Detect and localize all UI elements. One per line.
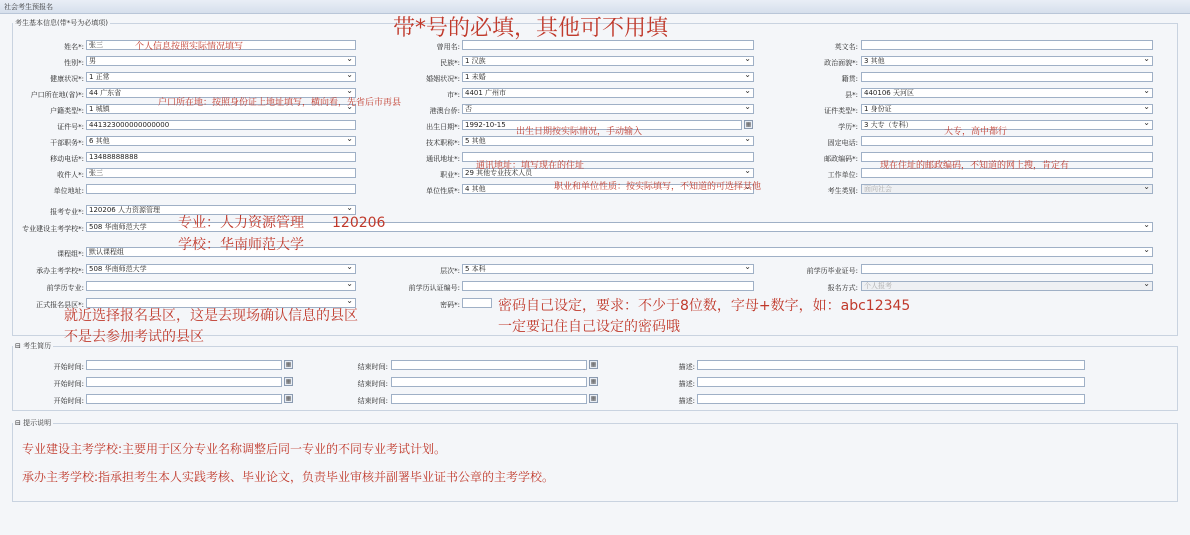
marital-label: 婚姻状况*:: [426, 75, 460, 83]
tips-group: [12, 418, 1178, 502]
id-type-select[interactable]: 1 身份证 ⌄: [861, 104, 1153, 114]
unit-address-label: 单位地址:: [53, 187, 84, 195]
annotation-personal: 个人信息按照实际情况填写: [135, 42, 244, 52]
calendar-icon[interactable]: ▦: [285, 378, 292, 385]
hukou-type-label: 户籍类型*:: [50, 107, 84, 115]
resume-start-label: 开始时间:: [53, 363, 84, 371]
resume-desc-label: 描述:: [678, 363, 695, 371]
collapse-icon[interactable]: ⊟: [15, 419, 21, 427]
resume-desc-input[interactable]: [697, 377, 1085, 387]
birth-calendar-icon[interactable]: ▦: [745, 121, 752, 128]
resume-start-input[interactable]: [86, 360, 282, 370]
major-school-label: 专业建设主考学校*:: [22, 225, 84, 233]
apply-method-select: 个人报考 ⌄: [861, 281, 1153, 291]
gender-label: 性别*:: [64, 59, 84, 67]
birth-input[interactable]: 1992-10-15: [462, 120, 742, 130]
receiver-label: 收件人*:: [57, 171, 84, 179]
resume-legend[interactable]: ⊟ 考生简历: [15, 342, 52, 350]
hukou-type-select[interactable]: 1 城镇 ⌄: [86, 104, 356, 114]
marital-select[interactable]: 1 未婚 ⌄: [462, 72, 754, 82]
politics-select[interactable]: 3 其他 ⌄: [861, 56, 1153, 66]
prev-recog-input[interactable]: [462, 281, 754, 291]
prev-cert-input[interactable]: [861, 264, 1153, 274]
collapse-icon[interactable]: ⊟: [15, 342, 21, 350]
id-no-input[interactable]: 441323000000000000: [86, 120, 356, 130]
annotation-postcode: 现在住址的邮政编码，不知道的网上搜，肯定有: [880, 161, 1070, 171]
exam-type-select: 面向社会 ⌄: [861, 184, 1153, 194]
english-name-input[interactable]: [861, 40, 1153, 50]
level-select[interactable]: 5 本科 ⌄: [462, 264, 754, 274]
gender-select[interactable]: 男 ⌄: [86, 56, 356, 66]
unit-nature-label: 单位性质*:: [426, 187, 460, 195]
tips-legend[interactable]: ⊟ 提示说明: [15, 419, 52, 427]
resume-end-label: 结束时间:: [357, 363, 388, 371]
host-school-select[interactable]: 508 华南师范大学 ⌄: [86, 264, 356, 274]
resume-desc-input[interactable]: [697, 360, 1085, 370]
address-label: 通讯地址*:: [426, 155, 460, 163]
unit-address-input[interactable]: [86, 184, 356, 194]
education-select[interactable]: 3 大专（专科） ⌄: [861, 120, 1153, 130]
postcode-label: 邮政编码*:: [824, 155, 858, 163]
calendar-icon[interactable]: ▦: [590, 361, 597, 368]
password-label: 密码*:: [440, 301, 460, 309]
phone-input[interactable]: [861, 136, 1153, 146]
annotation-major: 专业：人力资源管理 120206: [178, 215, 386, 231]
tech-title-label: 技术职称*:: [426, 139, 460, 147]
resume-start-label: 开始时间:: [53, 380, 84, 388]
course-label: 课程组*:: [57, 250, 84, 258]
id-type-label: 证件类型*:: [824, 107, 858, 115]
phone-label: 固定电话:: [827, 139, 858, 147]
birth-label: 出生日期*:: [426, 123, 460, 131]
name-label: 姓名*:: [64, 43, 84, 51]
health-select[interactable]: 1 正常 ⌄: [86, 72, 356, 82]
tip-major-school: 专业建设主考学校:主要用于区分专业名称调整后同一专业的不同专业考试计划。: [22, 442, 447, 456]
prev-cert-label: 前学历毕业证号:: [806, 267, 858, 275]
major-school-select[interactable]: 508 华南师范大学 ⌄: [86, 222, 1153, 232]
calendar-icon[interactable]: ▦: [285, 395, 292, 402]
mobile-input[interactable]: 13488888888: [86, 152, 356, 162]
tip-host-school: 承办主考学校:指承担考生本人实践考核、毕业论文，负责毕业审核并副署毕业证书公章的主考学校。: [22, 470, 555, 484]
calendar-icon[interactable]: ▦: [285, 361, 292, 368]
resume-desc-label: 描述:: [678, 380, 695, 388]
county-label: 县*:: [845, 91, 858, 99]
apply-county-label: 正式报名县区*:: [36, 301, 84, 309]
prev-major-label: 前学历专业:: [46, 284, 84, 292]
id-no-label: 证件号*:: [57, 123, 84, 131]
resume-start-input[interactable]: [86, 377, 282, 387]
occupation-label: 职业*:: [440, 171, 460, 179]
annotation-birth: 出生日期按实际情况，手动输入: [516, 127, 643, 137]
used-name-label: 曾用名:: [436, 43, 460, 51]
prev-recog-label: 前学历认证编号:: [408, 284, 460, 292]
level-label: 层次*:: [440, 267, 460, 275]
annotation-county-2: 不是去参加考试的县区: [64, 329, 204, 345]
city-label: 市*:: [447, 91, 460, 99]
major-label: 报考专业*:: [50, 208, 84, 216]
resume-start-input[interactable]: [86, 394, 282, 404]
work-unit-label: 工作单位:: [827, 171, 858, 179]
mobile-label: 移动电话*:: [50, 155, 84, 163]
city-select[interactable]: 4401 广州市 ⌄: [462, 88, 754, 98]
cadre-select[interactable]: 6 其他 ⌄: [86, 136, 356, 146]
unit-nature-select[interactable]: 4 其他 ⌄: [462, 184, 754, 194]
resume-end-label: 结束时间:: [357, 380, 388, 388]
calendar-icon[interactable]: ▦: [590, 395, 597, 402]
annotation-hukou: 户口所在地：按照身份证上地址填写，横向看，先省后市再县: [158, 98, 402, 108]
receiver-input[interactable]: 张三: [86, 168, 356, 178]
ethnicity-select[interactable]: 1 汉族 ⌄: [462, 56, 754, 66]
course-select[interactable]: 默认课程组 ⌄: [86, 247, 1153, 257]
prev-major-select[interactable]: [86, 281, 356, 291]
calendar-icon[interactable]: ▦: [590, 378, 597, 385]
ethnicity-label: 民族*:: [440, 59, 460, 67]
english-name-label: 英文名:: [834, 43, 858, 51]
origin-label: 籍贯:: [841, 75, 858, 83]
tech-title-select[interactable]: 5 其他 ⌄: [462, 136, 754, 146]
annotation-school: 学校：华南师范大学: [178, 237, 304, 253]
resume-end-input[interactable]: [391, 394, 587, 404]
basic-info-legend: 考生基本信息(带*号为必填项): [15, 19, 108, 27]
county-select[interactable]: 440106 天河区 ⌄: [861, 88, 1153, 98]
resume-end-input[interactable]: [391, 377, 587, 387]
origin-input[interactable]: [861, 72, 1153, 82]
resume-desc-label: 描述:: [678, 397, 695, 405]
politics-label: 政治面貌*:: [824, 59, 858, 67]
cadre-label: 干部职务*:: [50, 139, 84, 147]
annotation-county-1: 就近选择报名县区，这是去现场确认信息的县区: [64, 308, 358, 324]
major-select[interactable]: 120206 人力资源管理 ⌄: [86, 205, 356, 215]
hk-macau-label: 港澳台侨:: [429, 107, 460, 115]
name-input[interactable]: 张三: [86, 40, 356, 50]
health-label: 健康状况*:: [50, 75, 84, 83]
annotation-edu: 大专，高中都行: [944, 127, 1008, 137]
annotation-password-1: 密码自己设定，要求：不少于8位数，字母+数字，如：abc12345: [498, 298, 911, 314]
hukou-province-select[interactable]: 44 广东省 ⌄: [86, 88, 356, 98]
host-school-label: 承办主考学校*:: [36, 267, 84, 275]
annotation-required: 带*号的必填，其他可不用填: [393, 16, 669, 41]
annotation-password-2: 一定要记住自己设定的密码哦: [498, 319, 680, 335]
education-label: 学历*:: [838, 123, 858, 131]
resume-end-label: 结束时间:: [357, 397, 388, 405]
annotation-address: 通讯地址：填写现在的住址: [476, 161, 585, 171]
exam-type-label: 考生类别:: [827, 187, 858, 195]
resume-desc-input[interactable]: [697, 394, 1085, 404]
hk-macau-select[interactable]: 否 ⌄: [462, 104, 754, 114]
window-title: 社会考生预报名: [4, 3, 53, 11]
annotation-unit: 职业和单位性质：按实际填写，不知道的可选择其他: [554, 182, 762, 192]
resume-end-input[interactable]: [391, 360, 587, 370]
occupation-select[interactable]: 29 其他专业技术人员 ⌄: [462, 168, 754, 178]
hukou-label: 户口所在地(省)*:: [30, 91, 84, 99]
resume-start-label: 开始时间:: [53, 397, 84, 405]
password-input[interactable]: [462, 298, 492, 308]
apply-method-label: 报名方式:: [827, 284, 858, 292]
